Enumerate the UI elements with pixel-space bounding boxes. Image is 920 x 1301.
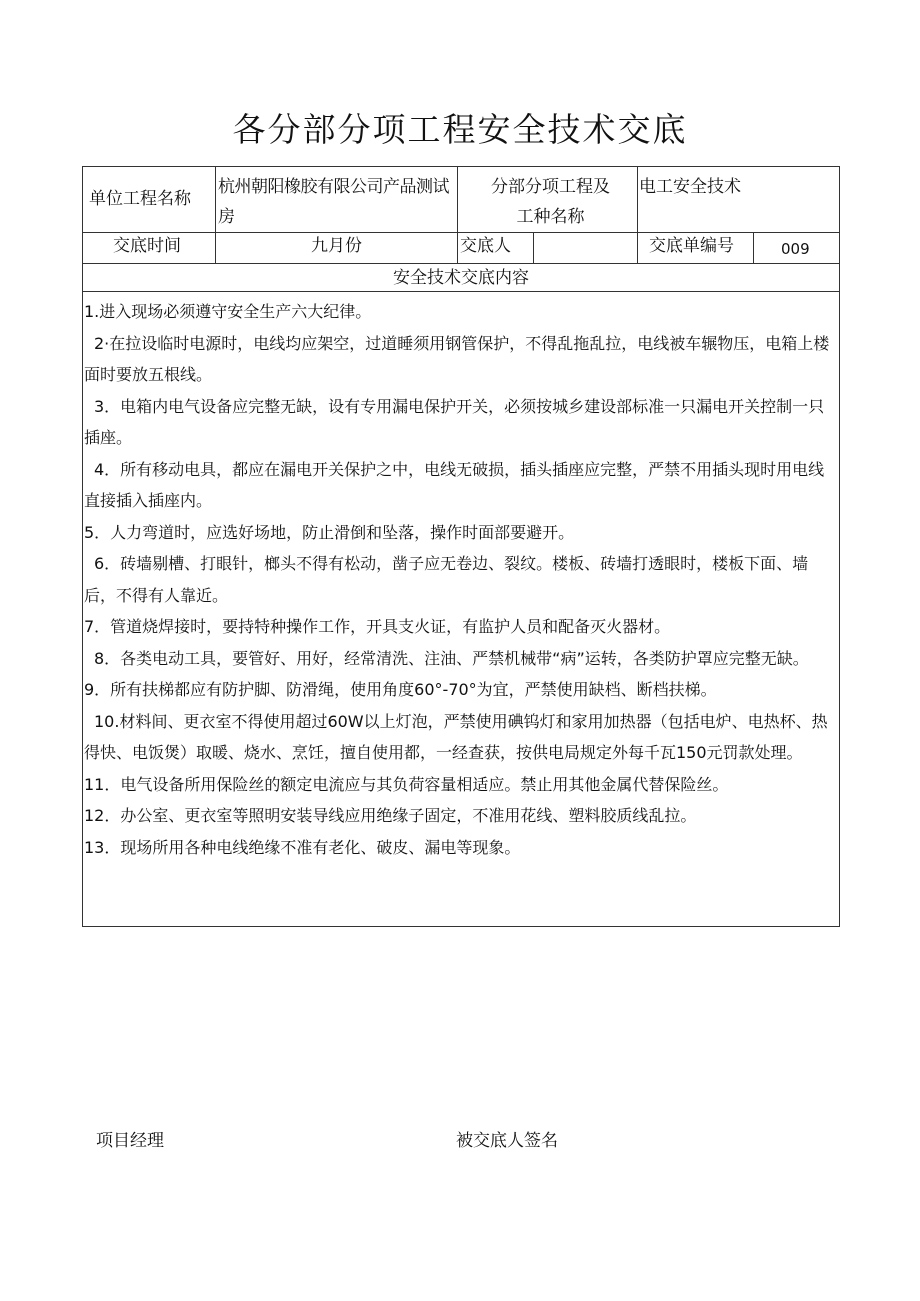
content-item: 5．人力弯道时，应选好场地，防止滑倒和坠落，操作时面部要避开。 <box>84 522 575 542</box>
disclosure-time-value: 九月份 <box>311 236 362 256</box>
col-divider <box>637 167 638 263</box>
content-item: 13．现场所用各种电线绝缘不准有老化、破皮、漏电等现象。 <box>84 837 521 857</box>
content-item: 9．所有扶梯都应有防护脚、防滑绳，使用角度60°-70°为宜，严禁使用缺档、断档扶梯。 <box>84 680 717 699</box>
content-heading: 安全技术交底内容 <box>393 268 529 288</box>
sub-project-label: 分部分项工程及工种名称 <box>491 177 610 227</box>
form-number-label: 交底单编号 <box>649 236 734 256</box>
content-item: 12．办公室、更衣室等照明安装导线应用绝缘子固定，不准用花线、塑料胶质线乱拉。 <box>84 806 697 825</box>
unit-name-value: 杭州朝阳橡胶有限公司产品测试房 <box>218 177 449 227</box>
content-item: 7．管道烧焊接时，要持特种操作工作，开具支火证，有监护人员和配备灭火器材。 <box>84 617 671 636</box>
content-item: 11．电气设备所用保险丝的额定电流应与其负荷容量相适应。禁止用其他金属代替保险丝。 <box>84 774 729 794</box>
form-number-value: 009 <box>781 240 810 258</box>
content-item: 2·在拉设临时电源时，电线均应架空，过道睡须用钢管保护，不得乱拖乱拉，电线被车辗物压，电箱上楼面时要放五根线。 <box>84 333 830 384</box>
receiver-signature-label: 被交底人签名 <box>456 1131 558 1151</box>
content-item: 1.进入现场必须遵守安全生产六大纪律。 <box>84 302 372 321</box>
page-title: 各分部分项工程安全技术交底 <box>232 110 688 149</box>
col-divider <box>753 232 754 263</box>
discloser-label: 交底人 <box>460 236 511 256</box>
col-divider <box>533 232 534 263</box>
disclosure-time-label: 交底时间 <box>113 236 181 256</box>
project-manager-label: 项目经理 <box>96 1131 164 1151</box>
content-item: 3．电箱内电气设备应完整无缺，设有专用漏电保护开关，必须按城乡建设部标准一只漏电开关控制一只插座。 <box>84 396 825 447</box>
unit-name-label: 单位工程名称 <box>89 189 191 209</box>
safety-content <box>84 296 838 863</box>
content-item: 6．砖墙剔槽、打眼针，榔头不得有松动，凿子应无卷边、裂纹。楼板、砖墙打透眼时，楼板下面、墙后，不得有人靠近。 <box>84 554 809 605</box>
sub-project-value: 电工安全技术 <box>639 177 741 197</box>
content-item: 10.材料间、更衣室不得使用超过60W以上灯泡，严禁使用碘钨灯和家用加热器（包括电炉、电热杯、热得快、电饭煲）取暖、烧水、烹饪，擅自使用都，一经查获，按供电局规定外每千瓦150元罚款处理。 <box>84 711 828 762</box>
content-item: 8．各类电动工具，要管好、用好，经常清洗、注油、严禁机械带“病”运转，各类防护罩应完整无缺。 <box>94 648 809 668</box>
content-item: 4．所有移动电具，都应在漏电开关保护之中，电线无破损，插头插座应完整，严禁不用插头现时用电线直接插入插座内。 <box>84 459 825 510</box>
col-divider <box>457 167 458 263</box>
